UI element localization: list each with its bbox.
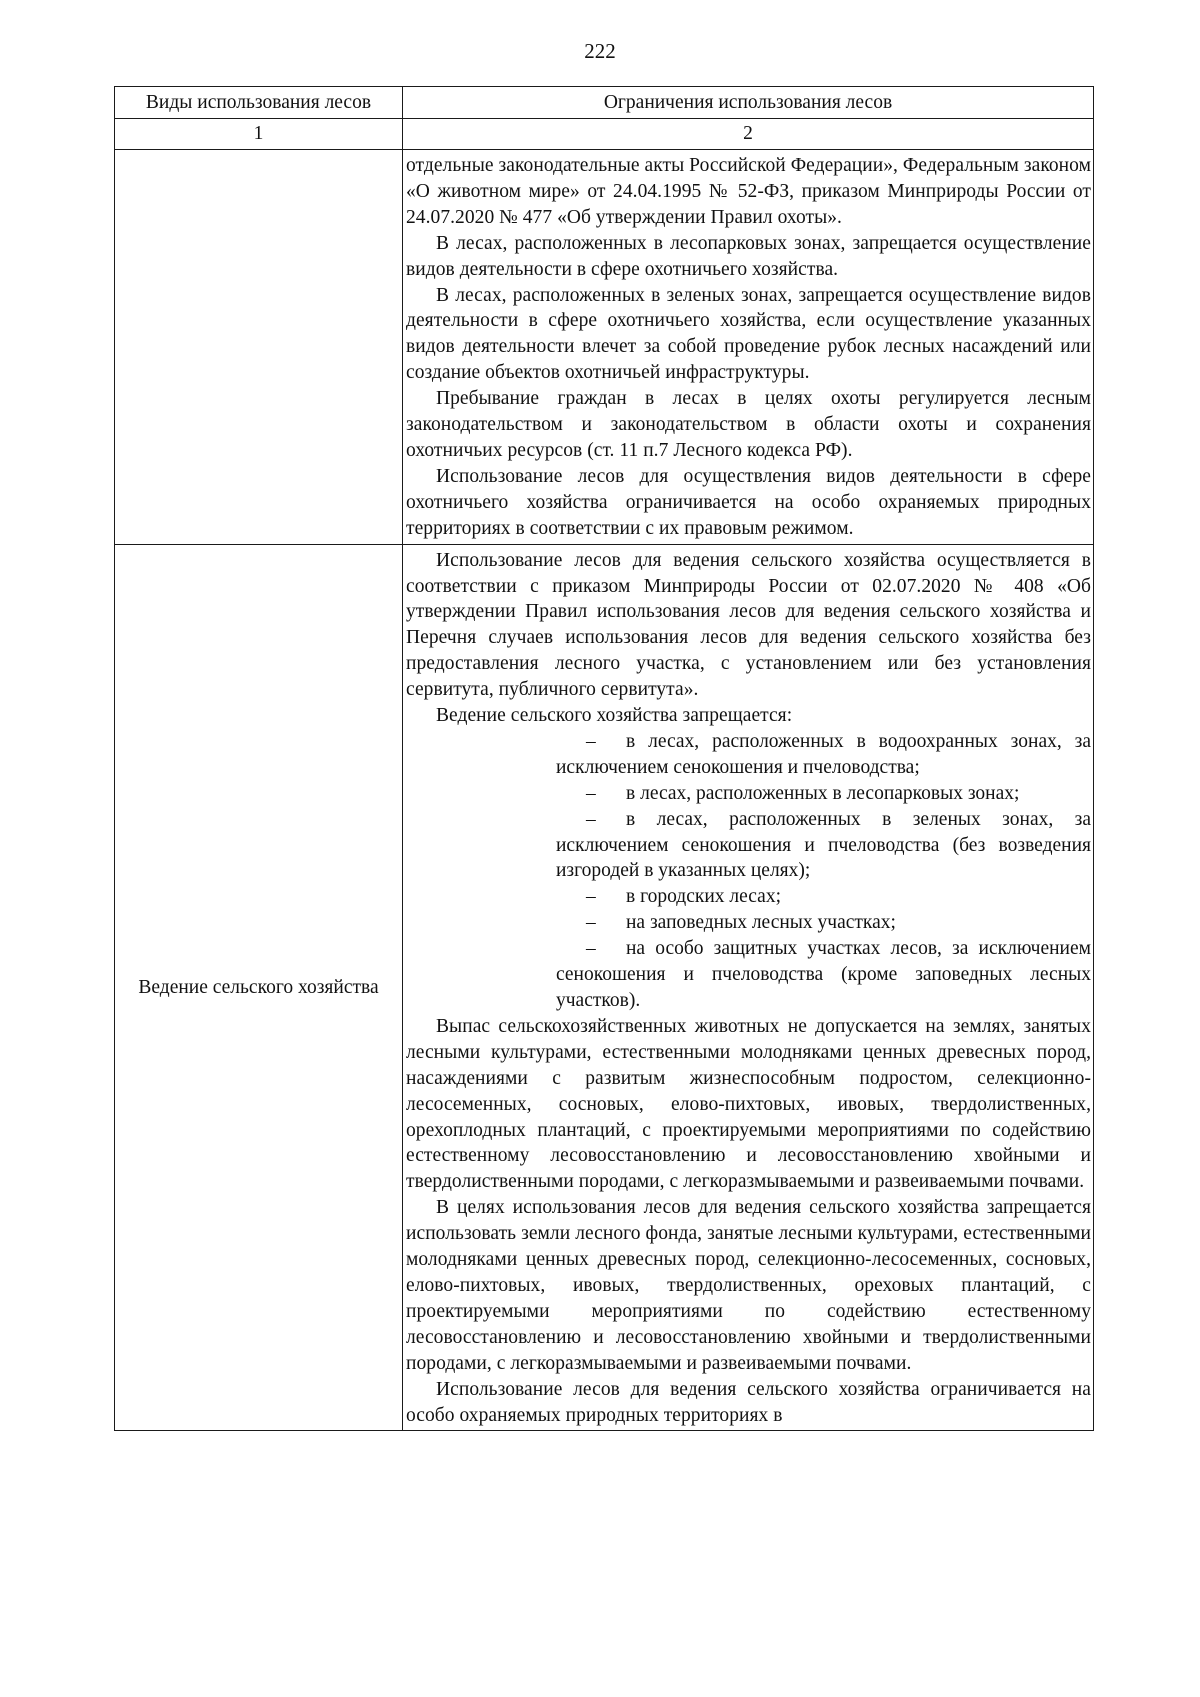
dash-marker: –	[586, 782, 596, 804]
row-label-cell	[115, 150, 403, 545]
column-number-2: 2	[403, 119, 1094, 150]
list-item-text: в лесах, расположенных в водоохранных зонах, за исключением сенокошения и пчеловодства;	[556, 730, 1091, 778]
dash-marker: –	[586, 912, 596, 934]
row-restrictions-cell	[403, 150, 1094, 545]
row-label-cell	[115, 544, 403, 1431]
list-item	[556, 910, 1091, 936]
list-item-text: в лесах, расположенных в зеленых зонах, за исключением сенокошения и пчеловодства (без возведения изгородей в указанных целях);	[556, 808, 1091, 882]
paragraph: Выпас сельскохозяйственных животных не допускается на землях, занятых лесными культурами, естественными молодняками ценных древесных пород, насаждениями с развитым жизнеспособным подростом, селекционно-лесосеменных, сосновых, елово-пихтовых, ивовых, твердолиственных, орехоплодных плантаций, с проектируемыми мероприятиями по содействию естественному лесовосстановлению и лесовосстановлению хвойными и твердолиственными породами, с легкоразмываемыми и развеиваемыми почвами.	[406, 1015, 1091, 1193]
paragraph: Использование лесов для ведения сельского хозяйства осуществляется в соответствии с приказом Минприроды России от 02.07.2020 № 408 «Об утверждении Правил использования лесов для ведения сельского хозяйства и Перечня случаев использования лесов для ведения сельского хозяйства без предоставления лесного участка, с установлением или без установления сервитута, публичного сервитута».	[406, 549, 1091, 701]
paragraph: Пребывание граждан в лесах в целях охоты регулируется лесным законодательством и законодательством в области охоты и сохранения охотничьих ресурсов (ст. 11 п.7 Лесного кодекса РФ).	[406, 388, 1091, 461]
restrictions-table	[114, 86, 1094, 1431]
column-number-row	[115, 119, 1094, 150]
table-row-hunting	[115, 150, 1094, 545]
list-item-text: в городских лесах;	[626, 886, 781, 908]
paragraph: Использование лесов для ведения сельского хозяйства ограничивается на особо охраняемых природных территориях в	[406, 1378, 1091, 1426]
list-item	[556, 807, 1091, 885]
header-forest-use-types: Виды использования лесов	[115, 87, 403, 119]
dash-marker: –	[586, 886, 596, 908]
row-restrictions-cell	[403, 544, 1094, 1431]
list-item	[556, 884, 1091, 910]
paragraph: отдельные законодательные акты Российской Федерации», Федеральным законом «О животном мире» от 24.04.1995 № 52-ФЗ, приказом Минприроды России от 24.07.2020 № 477 «Об утверждении Правил охоты».	[406, 155, 1091, 228]
header-forest-use-restrictions: Ограничения использования лесов	[403, 87, 1094, 119]
paragraph: Ведение сельского хозяйства запрещается:	[436, 705, 793, 727]
dash-marker: –	[586, 938, 596, 960]
list-item	[556, 936, 1091, 1014]
list-item	[556, 729, 1091, 781]
table-header-row	[115, 87, 1094, 119]
page-number: 222	[584, 39, 616, 63]
dash-marker: –	[586, 730, 596, 752]
paragraph: В целях использования лесов для ведения сельского хозяйства запрещается использовать земли лесного фонда, занятые лесными культурами, естественными молодняками ценных древесных пород, селекционно-лесосеменных, сосновых, елово-пихтовых, ивовых, твердолиственных, ореховых плантаций, с проектируемыми мероприятиями по содействию естественному лесовосстановлению и лесовосстановлению хвойными и твердолиственными породами, с легкоразмываемыми и развеиваемыми почвами.	[406, 1197, 1091, 1374]
list-item	[556, 781, 1091, 807]
table-row-agriculture	[115, 544, 1094, 1431]
paragraph: В лесах, расположенных в зеленых зонах, запрещается осуществление видов деятельности в сфере охотничьего хозяйства, если осуществление указанных видов деятельности влечет за собой проведение рубок лесных насаждений или создание объектов охотничьей инфраструктуры.	[406, 284, 1091, 384]
dash-marker: –	[586, 808, 596, 830]
list-item-text: на особо защитных участках лесов, за исключением сенокошения и пчеловодства (кроме заповедных лесных участков).	[556, 938, 1091, 1011]
paragraph: В лесах, расположенных в лесопарковых зонах, запрещается осуществление видов деятельности в сфере охотничьего хозяйства.	[406, 232, 1091, 280]
row-label-agriculture: Ведение сельского хозяйства	[138, 976, 379, 998]
list-item-text: на заповедных лесных участках;	[626, 912, 896, 934]
list-item-text: в лесах, расположенных в лесопарковых зонах;	[626, 782, 1020, 804]
prohibition-list	[406, 729, 1091, 1014]
paragraph: Использование лесов для осуществления видов деятельности в сфере охотничьего хозяйства ограничивается на особо охраняемых природных территориях в соответствии с их правовым режимом.	[406, 465, 1091, 539]
column-number-1: 1	[115, 119, 403, 150]
